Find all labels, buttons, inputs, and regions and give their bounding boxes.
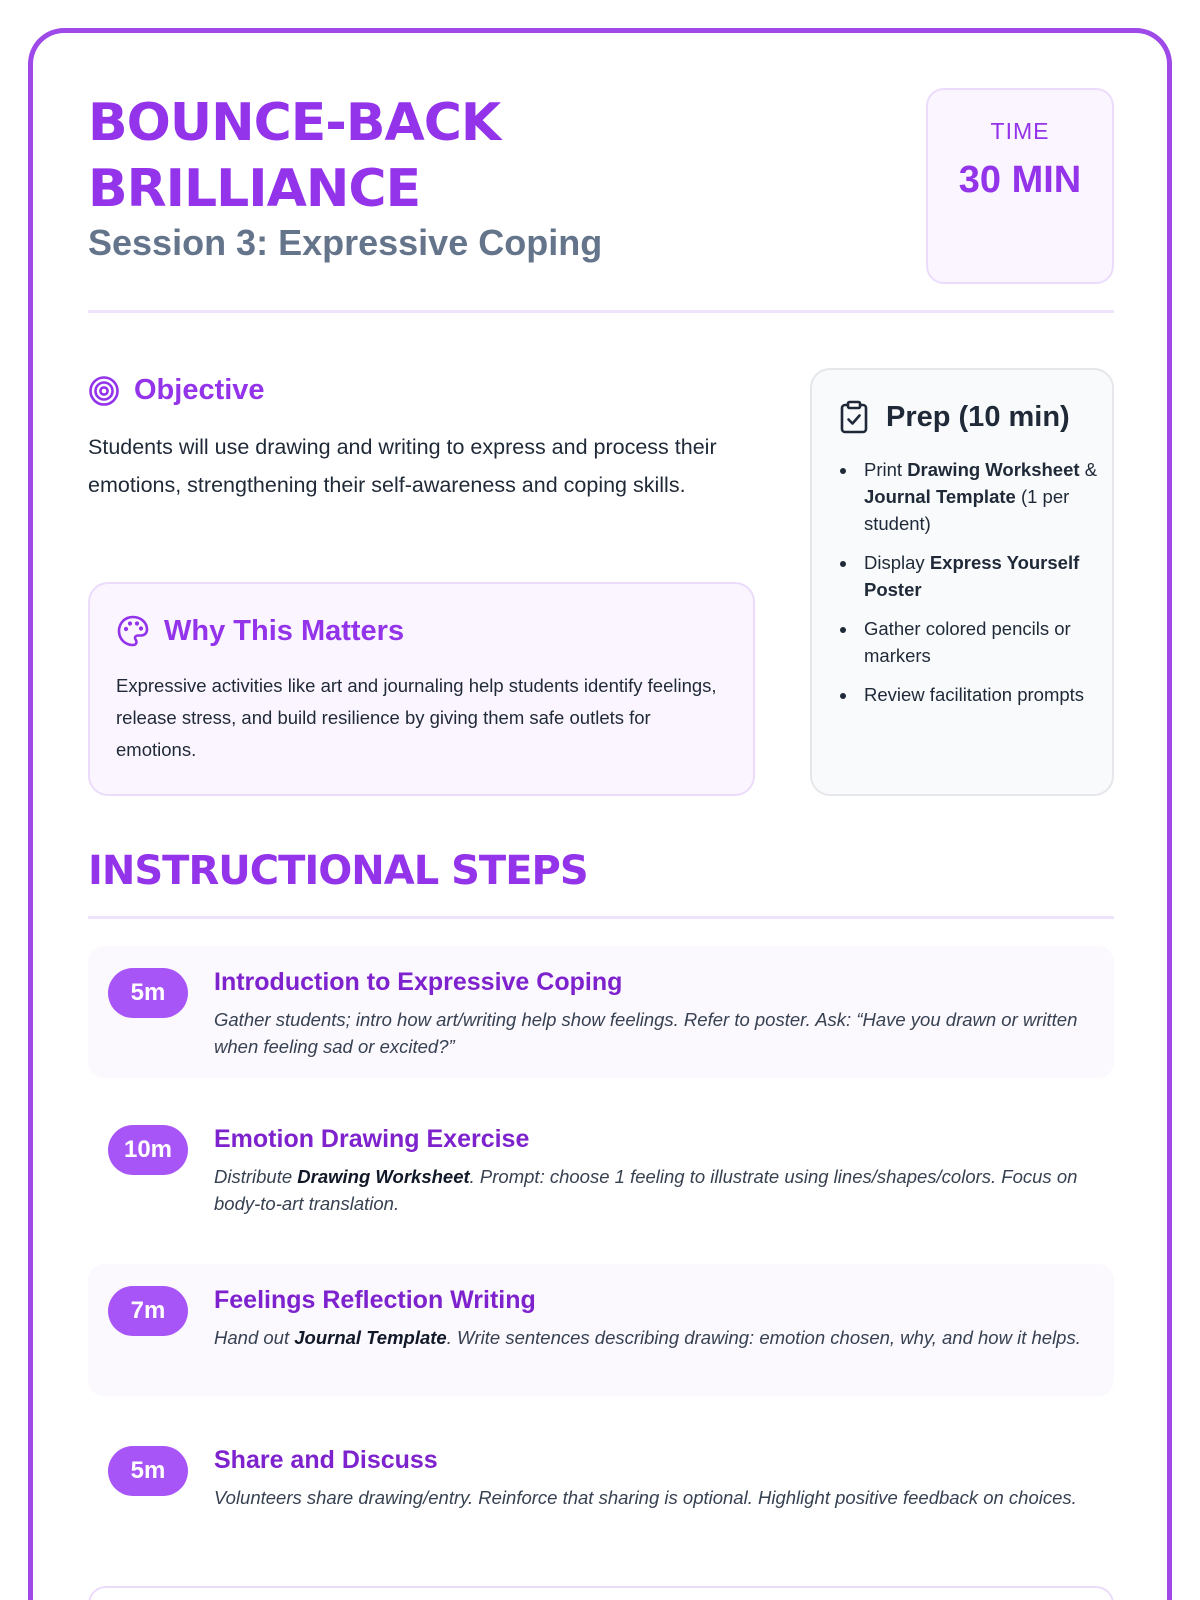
title-line-1: BOUNCE-BACK: [88, 93, 501, 153]
session-subtitle: Session 3: Expressive Coping: [88, 222, 603, 263]
step-card: [88, 1424, 1114, 1556]
step-title: Emotion Drawing Exercise: [214, 1125, 530, 1153]
why-heading-label: Why This Matters: [164, 614, 405, 647]
step-title: Introduction to Expressive Coping: [214, 968, 623, 996]
prep-item: Print Drawing Worksheet & Journal Template (1 per student): [838, 456, 1100, 537]
clipboard-check-icon: [838, 400, 870, 434]
why-heading: [116, 614, 404, 648]
prep-list: [838, 456, 1100, 720]
objective-heading: [88, 374, 265, 407]
step-description: Volunteers share drawing/entry. Reinforce that sharing is optional. Highlight positive feedback on choices.: [214, 1487, 1077, 1508]
duration-pill: 5m: [108, 968, 188, 1018]
prep-item: Display Express Yourself Poster: [838, 549, 1100, 603]
why-text: Expressive activities like art and journaling help students identify feelings, release stress, and build resilience by giving them safe outlets for emotions.: [116, 675, 717, 760]
step-description: Distribute Drawing Worksheet. Prompt: choose 1 feeling to illustrate using lines/shapes/colors. Focus on body-to-art translation.: [214, 1166, 1078, 1214]
title-line-2: BRILLIANCE: [88, 159, 421, 219]
next-section-box: [88, 1586, 1114, 1600]
step-description: Gather students; intro how art/writing help show feelings. Refer to poster. Ask: “Have you drawn or written when feeling sad or excited?”: [214, 1009, 1078, 1057]
step-card: [88, 946, 1114, 1078]
prep-item: Review facilitation prompts: [838, 681, 1100, 708]
prep-heading: [838, 400, 1070, 434]
time-badge: [926, 88, 1114, 284]
page-title: [88, 90, 788, 222]
steps-divider: [88, 916, 1114, 919]
duration-pill: 10m: [108, 1125, 188, 1175]
step-title: Feelings Reflection Writing: [214, 1286, 536, 1314]
prep-heading-label: Prep (10 min): [886, 400, 1070, 433]
step-description: Hand out Journal Template. Write sentences describing drawing: emotion chosen, why, and how it helps.: [214, 1327, 1081, 1348]
palette-icon: [116, 614, 150, 648]
duration-pill: 7m: [108, 1286, 188, 1336]
duration-pill: 5m: [108, 1446, 188, 1496]
objective-heading-label: Objective: [134, 374, 265, 406]
step-card: [88, 1264, 1114, 1396]
step-title: Share and Discuss: [214, 1446, 438, 1474]
time-value: 30 MIN: [958, 159, 1082, 201]
target-icon: [88, 375, 120, 407]
time-label: TIME: [990, 118, 1050, 144]
objective-text: Students will use drawing and writing to express and process their emotions, strengthening their self-awareness and coping skills.: [88, 435, 717, 497]
prep-item: Gather colored pencils or markers: [838, 615, 1100, 669]
step-card: [88, 1103, 1114, 1235]
header-divider: [88, 310, 1114, 313]
steps-heading: INSTRUCTIONAL STEPS: [88, 848, 588, 894]
